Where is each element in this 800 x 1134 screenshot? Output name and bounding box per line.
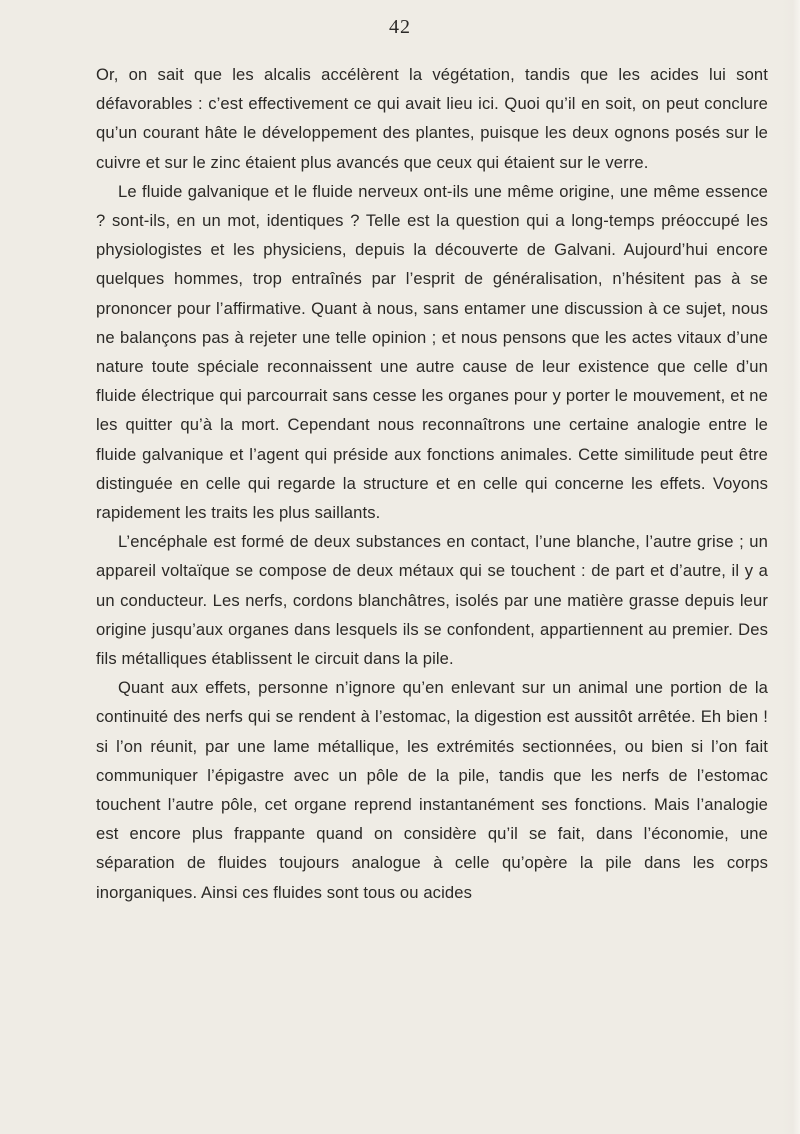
paragraph: Or, on sait que les alcalis accélèrent la végétation, tandis que les acides lui sont défavorables : c’est effectivement ce qui avait lieu ici. Quoi qu’il en soit, on peut conclure qu’un courant hâte le développement des plantes, puisque les deux ognons posés sur le cuivre et sur le zinc étaient plus avancés que ceux qui étaient sur le verre.: [96, 65, 768, 172]
body-text: [96, 60, 768, 907]
page-edge-shadow: [782, 0, 800, 1134]
paragraph: L’encéphale est formé de deux substances en contact, l’une blanche, l’autre grise ; un appareil voltaïque se compose de deux métaux qui se touchent : de part et d’autre, il y a un conducteur. Les nerfs, cordons blanchâtres, isolés par une matière grasse depuis leur origine jusqu’aux organes dans lesquels ils se confondent, appartiennent au premier. Des fils métalliques établissent le circuit dans la pile.: [96, 532, 768, 669]
paragraph: Quant aux effets, personne n’ignore qu’en enlevant sur un animal une portion de la continuité des nerfs qui se rendent à l’estomac, la digestion est aussitôt arrêtée. Eh bien ! si l’on réunit, par une lame métallique, les extrémités sectionnées, ou bien si l’on fait communiquer l’épigastre avec un pôle de la pile, tandis que les nerfs de l’estomac touchent l’autre pôle, cet organe reprend instantanément ses fonctions. Mais l’analogie est encore plus frappante quand on considère qu’il se fait, dans l’économie, une séparation de fluides toujours analogue à celle qu’opère la pile dans les corps inorganiques. Ainsi ces fluides sont tous ou acides: [96, 678, 768, 902]
page-number: 42: [389, 16, 411, 38]
paragraph: Le fluide galvanique et le fluide nerveux ont-ils une même origine, une même essence ? sont-ils, en un mot, identiques ? Telle est la question qui a long-temps préoccupé les physiologistes et les physiciens, depuis la découverte de Galvani. Aujourd’hui encore quelques hommes, trop entraînés par l’esprit de généralisation, n’hésitent pas à se prononcer pour l’affirmative. Quant à nous, sans entamer une discussion à ce sujet, nous ne balançons pas à rejeter une telle opinion ; et nous pensons que les actes vitaux d’une nature toute spéciale reconnaissent une autre cause de leur existence que celle d’un fluide électrique qui parcourrait sans cesse les organes pour y porter le mouvement, et ne les quitter qu’à la mort. Cependant nous reconnaîtrons une certaine analogie entre le fluide galvanique et l’agent qui préside aux fonctions animales. Cette similitude peut être distinguée en celle qui regarde la structure et en celle qui concerne les effets. Voyons rapidement les traits les plus saillants.: [96, 181, 768, 523]
